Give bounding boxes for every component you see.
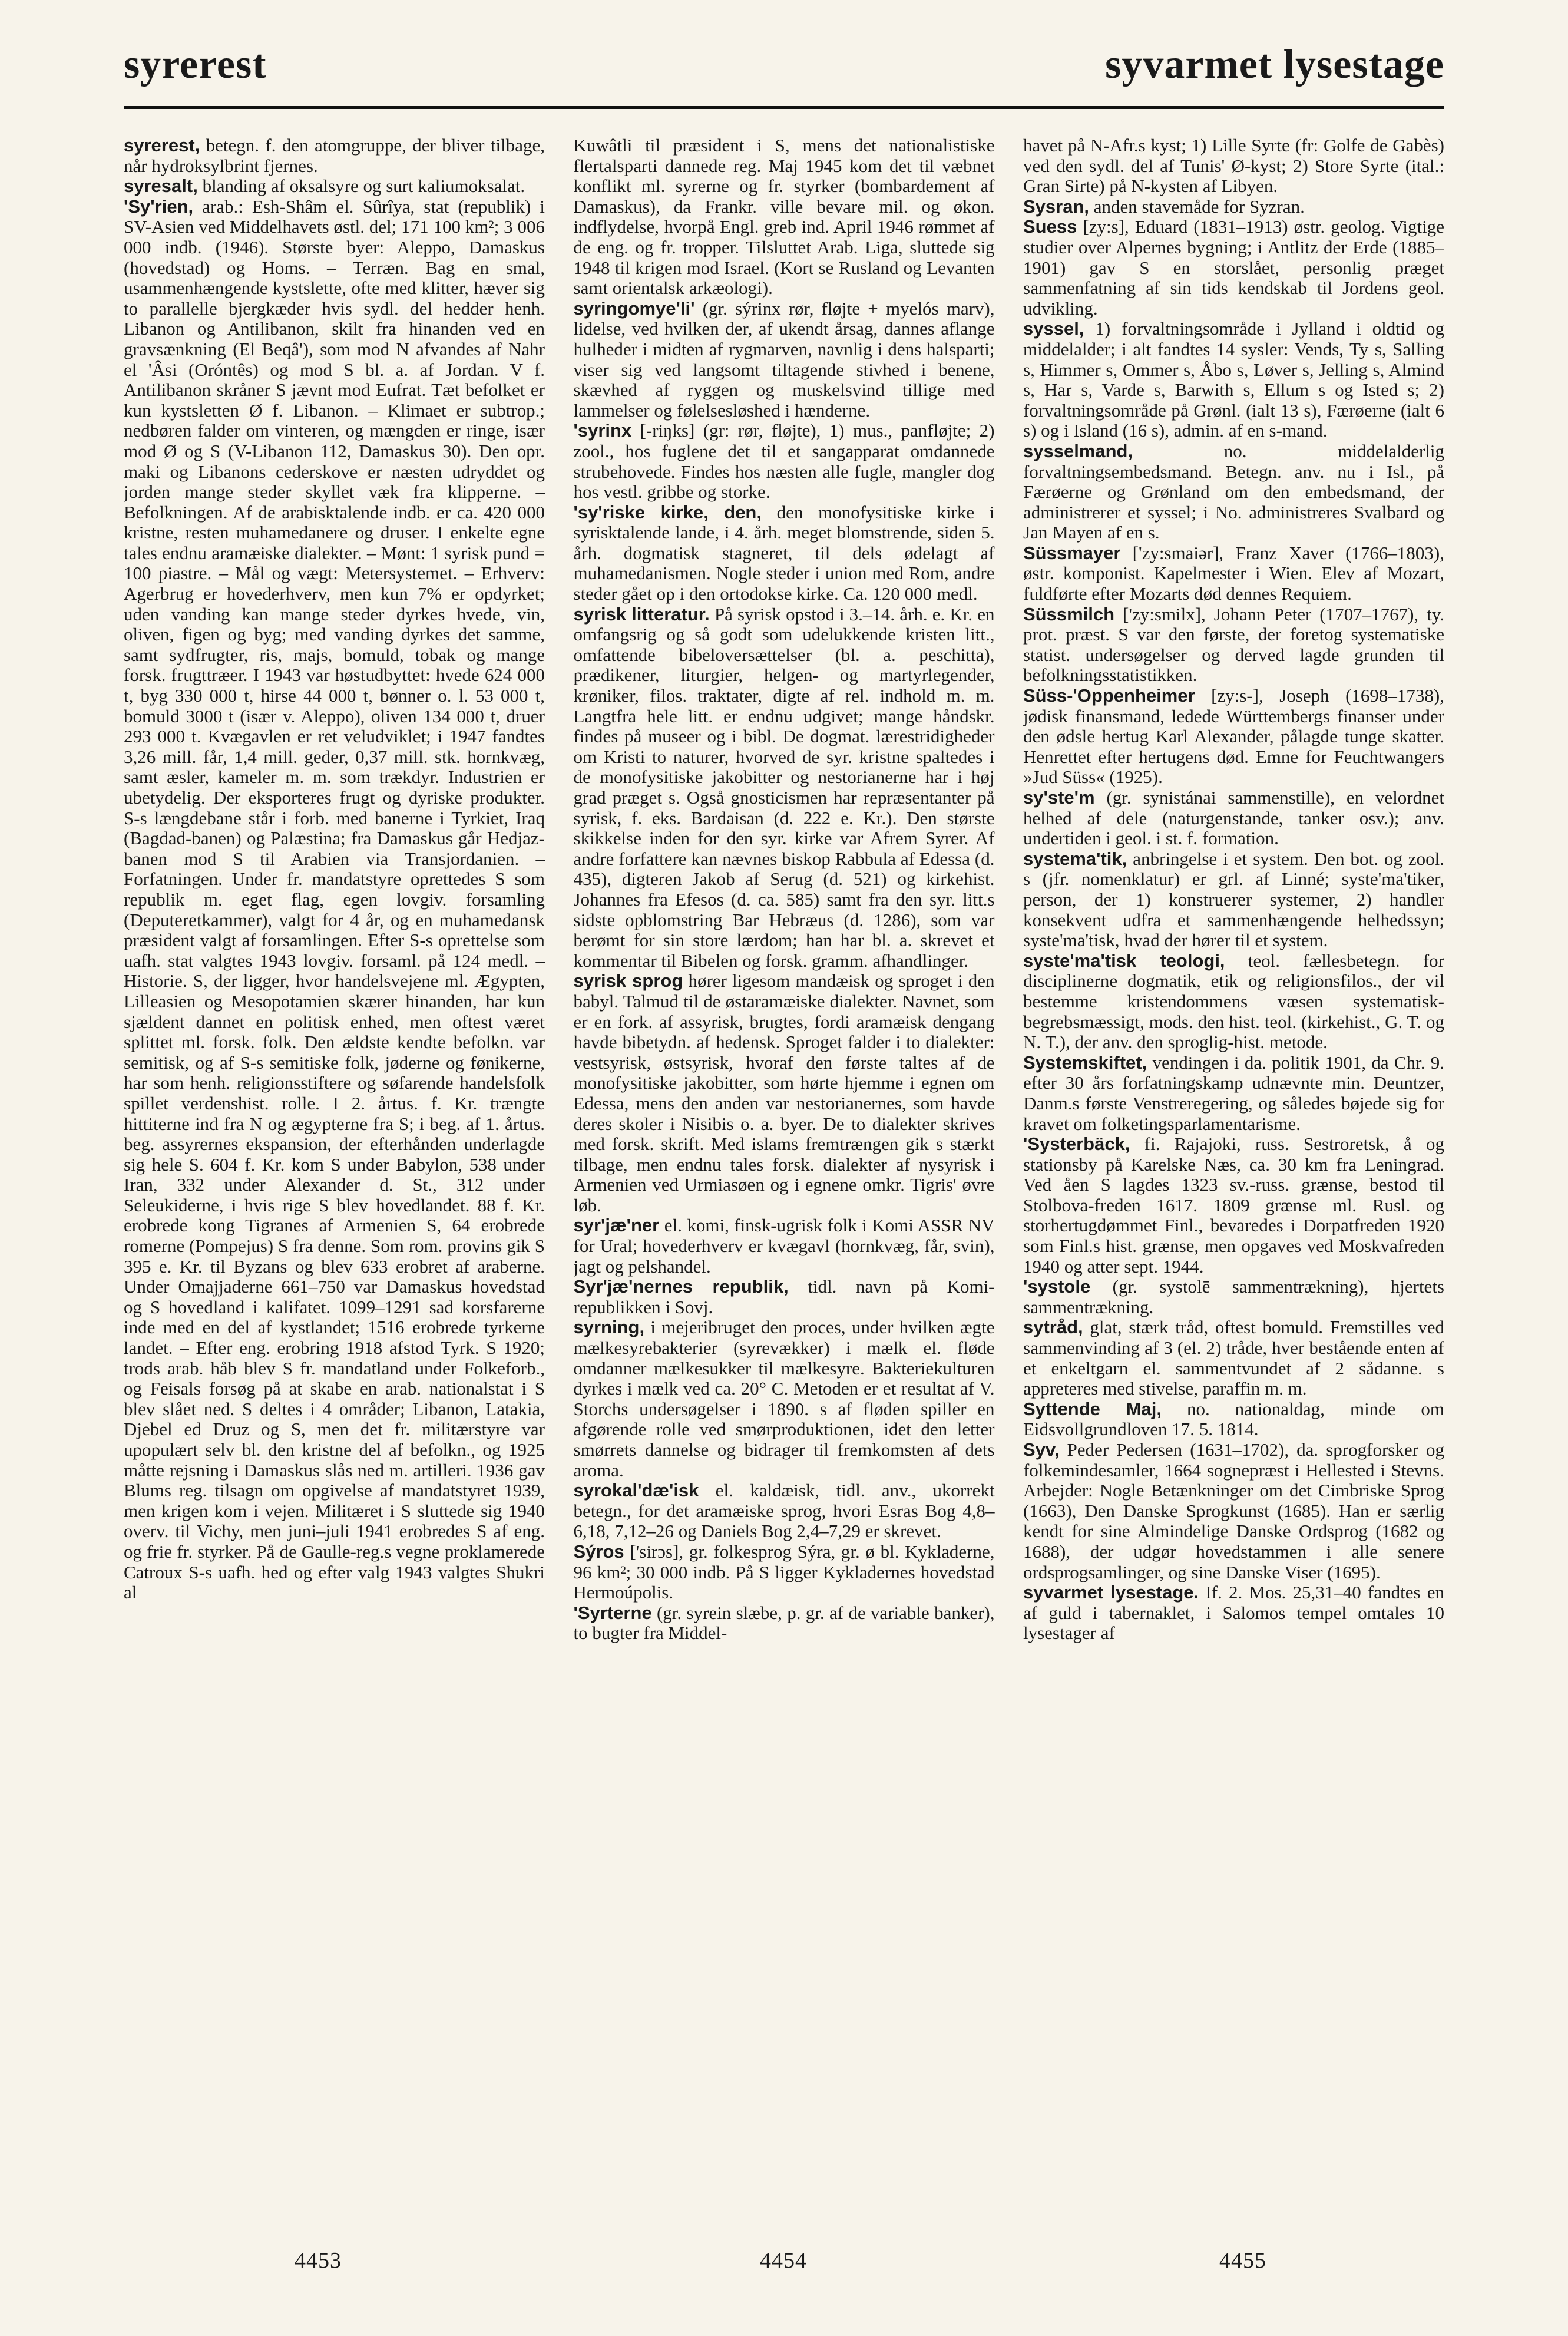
entry-text: blanding af oksalsyre og surt kaliumoksalat. (197, 176, 525, 197)
entry-headword: Syttende Maj, (1023, 1398, 1162, 1419)
entry-headword: 'Syrterne (573, 1602, 652, 1623)
dictionary-entry (1023, 1277, 1444, 1317)
dictionary-entry (574, 299, 995, 421)
entry-text: el. komi, finsk-ugrisk folk i Komi ASSR NV for Ural; hovederhverv er kvægavl (hornkvæg, får, svin), jagt og pelshandel. (573, 1215, 995, 1277)
entry-text: anbringelse i et system. Den bot. og zool. s (jfr. nomenklatur) er grl. af Linné; syste'ma'tiker, person, der 1) konstruerer systemer, 2) handler konsekvent udfra et sammenhængende helhedssyn; syste'ma'tisk, hvad der hører til et system. (1023, 848, 1444, 951)
entry-text: arab.: Esh-Shâm el. Sûrîya, stat (republik) i SV-Asien ved Middelhavets østl. del; 171 100 km²; 3 006 000 indb. (1946). Største byer: Aleppo, Damaskus (hovedstad) og Homs. – Terræn. Bag en smal, usammenhængende kystslette, ofte med klitter, hæver sig to parallelle bjergkæder hvis sydl. del hedder henh. Libanon og Antilibanon, skilt fra hinanden ved en gravsænkning (El Beqâ'), som mod N afvandes af Nahr el 'Âsi (Oróntês) og mod S bl. a. af Jordan. V f. Antilibanon skråner S jævnt mod Eufrat. Tæt befolket er kun kystsletten Ø f. Libanon. – Klimaet er subtrop.; nedbøren falder om vinteren, og mængden er ringe, især mod Ø og S (V-Libanon 112, Damaskus 30). Den opr. maki og Libanons cederskove er næsten udryddet og jorden mange steder skyllet væk fra klipperne. – Befolkningen. Af de arabisktalende indb. er ca. 420 000 kristne, resten muhamedanere og druser. I enkelte egne tales endnu aramæiske dialekter. – Mønt: 1 syrisk pund = 100 piastre. – Mål og vægt: Metersystemet. – Erhverv: Agerbrug er hovederhverv, men kun 7% er opdyrket; uden vanding kan mange steder dyrkes hvede, vin, oliven, figen og byg; med vanding dyrkes det samme, samt sydfrugter, ris, majs, bomuld, tobak og mange forsk. frugttræer. I 1943 var høstudbyttet: hvede 624 000 t, byg 330 000 t, hirse 44 000 t, bønner o. l. 53 000 t, bomuld 3000 t (især v. Aleppo), oliven 134 000 t, druer 293 000 t. Kvægavlen er ret veludviklet; i 1947 fandtes 3,26 mill. får, 1,4 mill. geder, 0,37 mill. stk. hornkvæg, samt æsler, kameler m. m. som trækdyr. Industrien er ubetydelig. Der eksporteres frugt og dyriske produkter. S-s længdebane står i forb. med banerne i Tyrkiet, Iraq (Bagdad-banen) og Palæstina; fra Damaskus går Hedjaz-banen mod S til Arabien via Transjordanien. – Forfatningen. Under fr. mandatstyre oprettedes S som republik m. eget flag, egen lovgiv. forsamling (Deputeretkammer), valgt for 4 år, og en muhamedansk præsident valgt af forsamlingen. Efter S-s oprettelse som uafh. stat valgtes 1943 lovgiv. forsaml. på 124 medl. – Historie. S, der ligger, hvor handelsvejene ml. Ægypten, Lilleasien og Mesopotamien skærer hinanden, har kun sjældent dannet en politisk enhed, men oftest været splittet ml. forsk. folk. Den ældste kendte befolkn. var semitisk, og af S-s semitiske folk, jøderne og fønikerne, har som henh. religionsstiftere og søfarende handelsfolk spillet verdenshist. rolle. I 2. årtus. f. Kr. trængte hittiterne ind fra N og ægypterne fra S; i beg. af 1. årtus. beg. assyrernes ekspansion, der efterhånden underlagde sig hele S. 604 f. Kr. kom S under Babylon, 538 under Iran, 332 under Alexander d. St., 312 under Seleukiderne, i hvis rige S blev hovedlandet. 88 f. Kr. erobrede kong Tigranes af Armenien S, 64 erobrede romerne (Pompejus) S fra denne. Som rom. provins gik S 395 e. Kr. til Byzans og blev 633 erobret af araberne. Under Omajjaderne 661–750 var Damaskus hovedstad og S hovedland i kalifatet. 1099–1291 sad korsfarerne inde med en del af kystlandet; 1516 erobrede tyrkerne landet. – Efter eng. erobring 1918 afstod Tyrk. S 1920; trods arab. håb blev S fr. mandatland under Folkeforb., og Feisals forsøg på at skabe en arab. nationalstat i S blev slået ned. S deltes i 4 områder; Libanon, Latakia, Djebel ed Druz og S, men det fr. militærstyre var upopulært selv bl. den kristne del af befolkn., og 1925 måtte rejsning i Damaskus slås ned m. artilleri. 1936 gav Blums reg. tilsagn om opgivelse af mandatstyret 1939, men krigen kom i vejen. Militæret i S sluttede sig 1940 overv. til Vichy, men juni–juli 1941 erobredes S af eng. og frie fr. styrker. På de Gaulle-reg.s vegne proklamerede Catroux S-s uafh. hed og efter valg 1943 valgtes Shukri al (124, 196, 545, 1603)
dictionary-entry (1023, 217, 1444, 319)
entry-text: Kuwâtli til præsident i S, mens det nationalistiske flertalsparti dannede reg. Maj 1945 kom det til væbnet konflikt ml. syrerne og fr. styrker (bombardement af Damaskus), da Frankr. ville bevare mil. og økon. indflydelse, hvorpå Engl. greb ind. April 1946 rømmet af de eng. og fr. tropper. Tilsluttet Arab. Liga, sluttede sig 1948 til krigen mod Israel. (Kort se Rusland og Levanten samt orientalsk arkæologi). (573, 136, 995, 299)
entry-text: If. 2. Mos. 25,31–40 fandtes en af guld i tabernaklet, i Salomos tempel omtales 10 lysestager af (1023, 1582, 1444, 1644)
entry-headword: syvarmet lysestage. (1023, 1582, 1199, 1603)
entry-headword: syssel, (1023, 318, 1084, 339)
dictionary-entry (1023, 197, 1444, 217)
entry-text: glat, stærk tråd, oftest bomuld. Fremstilles ved sammenvinding af 3 (el. 2) tråde, hver bestående enten af et enkeltgarn el. sammentvundet af 2 sådanne. s appreteres med stivelse, paraffin m. m. (1023, 1317, 1444, 1399)
entry-text: betegn. f. den atomgruppe, der bliver tilbage, når hydroksylbrint fjernes. (124, 136, 545, 176)
entry-headword: sy'ste'm (1023, 787, 1095, 808)
dictionary-entry (1023, 1317, 1444, 1399)
entry-headword: syresalt, (124, 176, 198, 197)
dictionary-entry (574, 971, 995, 1215)
dictionary-entry (1023, 604, 1444, 686)
dictionary-entry (1023, 441, 1444, 543)
dictionary-entry (1023, 136, 1444, 197)
entry-headword: syrokal'dæ'isk (573, 1480, 699, 1501)
entry-headword: syr'jæ'ner (573, 1215, 660, 1236)
entry-text: havet på N-Afr.s kyst; 1) Lille Syrte (fr: Golfe de Gabès) ved den sydl. del af Tunis' Ø-kyst; 2) Store Syrte (ital.: Gran Sirte) på N-kysten af Libyen. (1023, 136, 1444, 197)
entry-headword: 'syrinx (573, 420, 632, 441)
entry-text: (gr. sýrinx rør, fløjte + myelós marv), lidelse, ved hvilken der, af ukendt årsag, dannes aflange hulheder i midten af rygmarven, navnlig i dens halsparti; viser sig ved langsomt tiltagende stivhed i benene, skævhed af ryggen og muskelsvind tillige med lammelser og følelsesløshed i hænderne. (573, 298, 995, 421)
dictionary-entry (1023, 1440, 1444, 1582)
dictionary-entry (1023, 1053, 1444, 1134)
entry-headword: Süssmayer (1023, 542, 1121, 563)
entry-headword: Systemskiftet, (1023, 1052, 1147, 1073)
entry-text: (gr. systolē sammentrækning), hjertets sammentrækning. (1023, 1276, 1444, 1317)
entry-text: tidl. navn på Komi-republikken i Sovj. (573, 1276, 995, 1317)
entry-headword: sysselmand, (1023, 440, 1133, 461)
entry-headword: Suess (1023, 216, 1077, 237)
dictionary-entry (1023, 1134, 1444, 1277)
dictionary-entry (124, 176, 545, 197)
entry-headword: 'Sy'rien, (124, 196, 194, 217)
entry-text: hører ligesom mandæisk og sproget i den babyl. Talmud til de østaramæiske dialekter. Navnet, som er en fork. af assyrisk, brugtes, fordi aramæisk dengang havde bibetydn. af hedensk. Sproget falder i to dialekter: vestsyrisk, østsyrisk, hvoraf den første taltes af de monofysitiske jakobitter, som hørte hjemme i egnen om Edessa, mens den anden var nestorianernes, som havde deres skoler i Nisibis o. a. byer. De to dialekter skrives med forsk. skrift. Med islams fremtrængen gik s stærkt tilbage, men endnu tales forsk. dialekter af nysyrisk i Armenien ved Urmiasøen og i egnene omkr. Tigris' øvre løb. (573, 970, 995, 1215)
column-middle (574, 136, 995, 2109)
dictionary-entry (574, 503, 995, 604)
entry-headword: Syr'jæ'nernes republik, (573, 1276, 789, 1297)
dictionary-entry (1023, 319, 1444, 441)
dictionary-entry (574, 1277, 995, 1317)
entry-text: (gr. syrein slæbe, p. gr. af de variable banker), to bugter fra Middel- (573, 1602, 995, 1644)
entry-headword: 'sy'riske kirke, den, (573, 501, 762, 523)
entry-text: no. middelalderlig forvaltningsembedsmand. Betegn. anv. nu i Isl., på Færøerne og Grønland om den embedsmand, der administrerer et syssel; i No. administreres Svalbard og Jan Mayen af en s. (1023, 440, 1444, 543)
entry-text: 1) forvaltningsområde i Jylland i oldtid og middelalder; i alt fandtes 14 sysler: Vends, Ty s, Salling s, Himmer s, Ommer s, Åbo s, Løver s, Jelling s, Almind s, Har s, Varde s, Barwith s, Ellum s og Isted s; 2) forvaltningsområde på Grønl. (ialt 13 s), Færøerne (ialt 6 s) og i Island (16 s), admin. af en s-mand. (1023, 318, 1444, 441)
entry-text: (gr. synistánai sammenstille), en velordnet helhed af dele (naturgenstande, tanker osv.); anv. undertiden i geol. i st. f. formation. (1023, 787, 1444, 849)
dictionary-entry (1023, 788, 1444, 849)
entry-text: no. nationaldag, minde om Eidsvollgrundloven 17. 5. 1814. (1023, 1398, 1444, 1440)
dictionary-entry (1023, 686, 1444, 788)
entry-text: ['zy:smilx], Johann Peter (1707–1767), ty. prot. præst. S var den første, der foretog systematiske statist. undersøgelser og derved lagde grunden til befolkningsstatistikken. (1023, 603, 1444, 686)
dictionary-entry (574, 421, 995, 502)
entry-text: [zy:s-], Joseph (1698–1738), jødisk finansmand, ledede Württembergs finanser under den ødsle hertug Karl Alexander, pålagde tunge skatter. Henrettet efter hertugens død. Emne for Feuchtwangers »Jud Süss« (1925). (1023, 685, 1444, 788)
entry-headword: syrerest, (124, 136, 200, 156)
entry-headword: systema'tik, (1023, 848, 1127, 869)
guide-word-left: syrerest (124, 42, 267, 87)
dictionary-entry (574, 1603, 995, 1644)
column-right (1023, 136, 1444, 2109)
entry-text: den monofysitiske kirke i syrisktalende lande, i 4. årh. meget blomstrende, siden 5. årh. dogmatisk stagneret, til dels ødelagt af muhamedanismen. Nogle steder i union med Rom, andre steder gået op i den ortodokse kirke. Ca. 120 000 medl. (573, 501, 995, 604)
running-header (124, 41, 1444, 88)
entry-text: ['zy:smaiər], Franz Xaver (1766–1803), østr. komponist. Kapelmester i Wien. Elev af Mozart, fuldførte efter Mozarts død dennes Requiem. (1023, 542, 1444, 604)
entry-text: teol. fællesbetegn. for disciplinerne dogmatik, etik og religionsfilos., der vil bestemme kristendommens væsen systematisk-begrebsmæssigt, mods. den hist. teol. (kirkehist., G. T. og N. T.), der anv. den sproglig-hist. metode. (1023, 950, 1444, 1053)
entry-headword: 'systole (1023, 1276, 1091, 1297)
text-columns (124, 136, 1444, 2109)
guide-word-right: syvarmet lysestage (1105, 42, 1444, 87)
page-number-middle: 4454 (760, 2248, 807, 2273)
entry-text: [zy:s], Eduard (1831–1913) østr. geolog. Vigtige studier over Alpernes bygning; i Antlitz der Erde (1885–1901) gav S en storslået, personlig præget sammenfatning af sin tids kendskab til Jordens geol. udvikling. (1023, 216, 1444, 319)
dictionary-entry (1023, 543, 1444, 604)
dictionary-entry (574, 604, 995, 972)
header-rule (124, 106, 1444, 109)
entry-headword: Syv, (1023, 1439, 1060, 1460)
entry-text: fi. Rajajoki, russ. Sestroretsk, å og stationsby på Karelske Næs, ca. 30 km fra Leningrad. Ved åen S lagdes 1323 sv.-russ. grænse, bestod til Stolbova-freden 1617. 1809 grænse ml. Rusl. og storhertugdømmet Finl., bevaredes i Dorpatfreden 1920 som Finl.s hist. grænse, men opgaves ved Moskvafreden 1940 og atter sept. 1944. (1023, 1134, 1444, 1277)
dictionary-entry (124, 197, 545, 1603)
dictionary-entry (574, 136, 995, 299)
entry-text: vendingen i da. politik 1901, da Chr. 9. efter 30 års forfatningskamp udnævnte min. Deuntzer, Danm.s første Venstreregering, og således bøjede sig for kravet om folketingsparlamentarisme. (1023, 1052, 1444, 1134)
entry-text: anden stavemåde for Syzran. (1089, 196, 1305, 217)
column-left (124, 136, 545, 2109)
entry-text: Peder Pedersen (1631–1702), da. sprogforsker og folkemindesamler, 1664 sognepræst i Hellested i Stevns. Arbejder: Nogle Betænkninger om det Cimbriske Sprog (1663), Den Danske Sprogkunst (1685). Han er særlig kendt for sine Almindelige Danske Ordsprog (1682 og 1688), der udgør hovedstammen i alle senere ordsprogsamlinger, og sine Danske Viser (1695). (1023, 1439, 1444, 1582)
entry-text: ['sirɔs], gr. folkesprog Sýra, gr. ø bl. Kykladerne, 96 km²; 30 000 indb. På S ligger Kykladernes hovedstad Hermoúpolis. (573, 1541, 995, 1603)
dictionary-entry (1023, 1582, 1444, 1644)
entry-text: el. kaldæisk, tidl. anv., ukorrekt betegn., for det aramæiske sprog, hvori Esras Bog 4,8–6,18, 7,12–26 og Daniels Bog 2,4–7,29 er skrevet. (573, 1480, 995, 1542)
dictionary-entry (1023, 849, 1444, 951)
dictionary-entry (574, 1317, 995, 1481)
dictionary-entry (1023, 951, 1444, 1053)
entry-headword: sytråd, (1023, 1317, 1083, 1338)
page-number-left: 4453 (295, 2248, 342, 2273)
dictionary-entry (124, 136, 545, 176)
entry-headword: Süss-'Oppenheimer (1023, 685, 1195, 706)
dictionary-entry (574, 1542, 995, 1603)
dictionary-entry (574, 1215, 995, 1277)
entry-headword: syrisk sprog (573, 970, 683, 992)
entry-headword: 'Systerbäck, (1023, 1134, 1130, 1155)
entry-text: [-riŋks] (gr: rør, fløjte), 1) mus., panfløjte; 2) zool., hos fuglene det til et sangapparat omdannede strubehovede. Findes hos næsten alle fugle, mangler dog hos vestl. gribbe og storke. (573, 420, 995, 503)
entry-headword: Süssmilch (1023, 603, 1115, 625)
entry-headword: syrisk litteratur. (573, 603, 710, 625)
entry-headword: Sysran, (1023, 196, 1090, 217)
dictionary-entry (574, 1481, 995, 1542)
entry-headword: Sýros (573, 1541, 624, 1562)
entry-text: i mejeribruget den proces, under hvilken ægte mælkesyrebakterier (syrevækker) i mælk el. fløde omdanner mælkesukker til mælkesyre. Bakteriekulturen dyrkes i mælk ved ca. 20° C. Metoden er et resultat af V. Storchs undersøgelser i 1890. s af fløden spiller en afgørende rolle ved smørproduktionen, idet den letter smørrets dannelse og bidrager til fremkomsten af dets aroma. (573, 1317, 995, 1481)
page-number-right: 4455 (1219, 2248, 1266, 2273)
dictionary-entry (1023, 1399, 1444, 1440)
entry-text: På syrisk opstod i 3.–14. årh. e. Kr. en omfangsrig og så godt som udelukkende kristen litt., omfattende bibeloversættelser (bl. a. peschitta), prædikener, liturgier, helgen- og martyrlegender, krøniker, filos. traktater, digte af rel. indhold m. m. Langtfra hele litt. er endnu udgivet; mange håndskr. findes på museer og i bibl. De dogmat. lærestridigheder om Kristi to naturer, hvorved de syr. kristne spaltedes i de monofysitiske jakobitter og nestorianerne har i høj grad præget s. Også gnosticismen har repræsentanter på syrisk, f. eks. Bardaisan (d. 222 e. Kr.). Den største skikkelse inden for den syr. kirke var Afrem Syrer. Af andre forfattere kan nævnes biskop Rabbula af Edessa (d. 435), digteren Jakob af Serug (d. 521) og kirkehist. Johannes fra Efesos (d. ca. 585) samt fra den syr. litt.s sidste opblomstring Bar Hebræus (d. 1286), som var berømt for sin store lærdom; han har bl. a. skrevet et kommentar til Bibelen og forsk. gramm. afhandlinger. (573, 603, 995, 971)
entry-headword: syste'ma'tisk teologi, (1023, 950, 1225, 971)
entry-headword: syrning, (573, 1317, 645, 1338)
entry-headword: syringomye'li' (573, 298, 695, 319)
